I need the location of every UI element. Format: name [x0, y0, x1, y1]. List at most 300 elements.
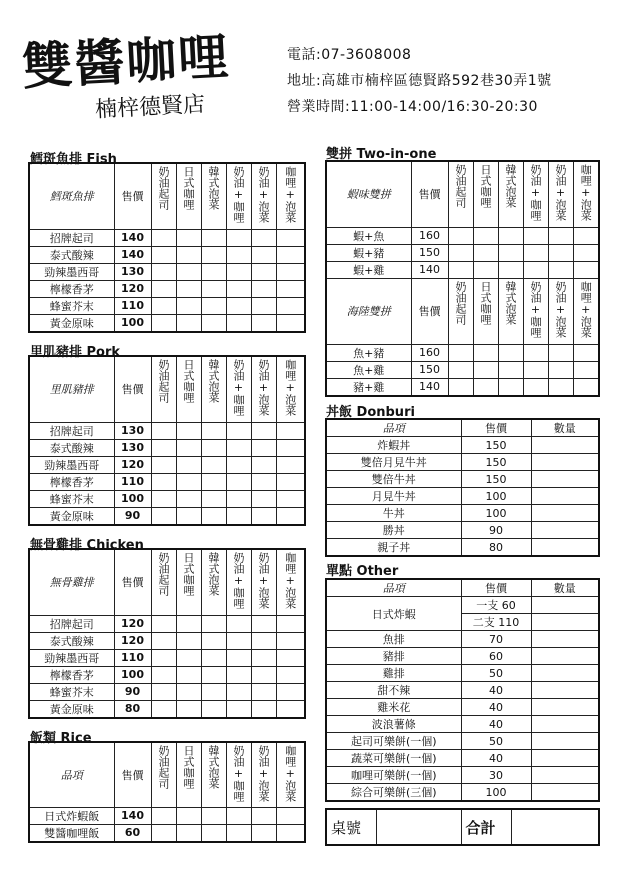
order-checkbox-cell[interactable] — [226, 439, 251, 456]
order-checkbox-cell[interactable] — [498, 244, 523, 261]
table-row — [326, 437, 599, 454]
order-checkbox-cell[interactable] — [251, 649, 276, 666]
column-header-item: 里肌豬排 — [29, 356, 114, 422]
order-checkbox-cell[interactable] — [226, 490, 251, 507]
quantity-cell[interactable] — [531, 648, 599, 665]
quantity-cell[interactable] — [531, 522, 599, 539]
item-price: 40 — [461, 682, 531, 699]
order-checkbox-cell[interactable] — [276, 473, 305, 490]
donburi-section-title: 丼飯 Donburi — [326, 405, 415, 420]
order-footer-table — [325, 808, 600, 846]
table-row — [326, 665, 599, 682]
order-checkbox-cell[interactable] — [176, 439, 201, 456]
item-price: 130 — [114, 263, 151, 280]
column-header-item: 品項 — [326, 579, 461, 597]
sauce-label: 奶油起司 — [157, 552, 170, 596]
order-checkbox-cell[interactable] — [276, 507, 305, 525]
item-price: 150 — [461, 454, 531, 471]
order-checkbox-cell[interactable] — [176, 314, 201, 332]
sauce-label: 韓式泡菜 — [207, 552, 220, 596]
item-name: 炸蝦丼 — [326, 437, 461, 454]
item-price: 110 — [114, 473, 151, 490]
order-checkbox-cell[interactable] — [276, 632, 305, 649]
order-checkbox-cell[interactable] — [548, 344, 573, 361]
item-price: 120 — [114, 632, 151, 649]
quantity-cell[interactable] — [531, 539, 599, 557]
pork-section-title: 里肌豬排 Pork — [30, 345, 121, 360]
order-checkbox-cell[interactable] — [176, 473, 201, 490]
order-checkbox-cell[interactable] — [573, 261, 599, 278]
table-row — [326, 361, 599, 378]
order-checkbox-cell[interactable] — [473, 361, 498, 378]
fish-section-title: 鱈斑魚排 Fish — [30, 152, 117, 167]
quantity-cell[interactable] — [531, 597, 599, 614]
order-checkbox-cell[interactable] — [448, 344, 473, 361]
quantity-cell[interactable] — [531, 682, 599, 699]
quantity-cell[interactable] — [531, 767, 599, 784]
quantity-cell[interactable] — [531, 750, 599, 767]
table-row — [29, 490, 305, 507]
column-header-sauce — [276, 549, 305, 615]
order-checkbox-cell[interactable] — [176, 683, 201, 700]
order-checkbox-cell[interactable] — [473, 378, 498, 396]
order-checkbox-cell[interactable] — [226, 683, 251, 700]
order-checkbox-cell[interactable] — [498, 344, 523, 361]
order-checkbox-cell[interactable] — [251, 422, 276, 439]
order-checkbox-cell[interactable] — [226, 632, 251, 649]
order-checkbox-cell[interactable] — [176, 280, 201, 297]
order-checkbox-cell[interactable] — [176, 649, 201, 666]
table-row — [29, 280, 305, 297]
item-price: 140 — [114, 229, 151, 246]
order-checkbox-cell[interactable] — [226, 263, 251, 280]
order-checkbox-cell[interactable] — [176, 490, 201, 507]
order-checkbox-cell[interactable] — [251, 700, 276, 718]
order-checkbox-cell[interactable] — [473, 244, 498, 261]
sauce-label: 奶油起司 — [454, 164, 467, 208]
order-checkbox-cell[interactable] — [201, 824, 226, 842]
order-checkbox-cell[interactable] — [201, 297, 226, 314]
column-header-sauce — [498, 161, 523, 227]
item-name: 起司可樂餅(一個) — [326, 733, 461, 750]
order-checkbox-cell[interactable] — [151, 632, 176, 649]
order-checkbox-cell[interactable] — [201, 615, 226, 632]
order-checkbox-cell[interactable] — [176, 422, 201, 439]
order-checkbox-cell[interactable] — [473, 344, 498, 361]
order-checkbox-cell[interactable] — [201, 507, 226, 525]
order-checkbox-cell[interactable] — [201, 666, 226, 683]
column-header-sauce — [573, 161, 599, 227]
order-checkbox-cell[interactable] — [548, 244, 573, 261]
order-checkbox-cell[interactable] — [473, 261, 498, 278]
order-checkbox-cell[interactable] — [201, 473, 226, 490]
order-checkbox-cell[interactable] — [201, 314, 226, 332]
order-checkbox-cell[interactable] — [151, 263, 176, 280]
column-header-sauce — [201, 356, 226, 422]
sauce-label: 韓式泡菜 — [504, 164, 517, 208]
item-name: 泰式酸辣 — [29, 246, 114, 263]
table-row — [326, 631, 599, 648]
item-name: 甜不辣 — [326, 682, 461, 699]
item-price: 30 — [461, 767, 531, 784]
order-checkbox-cell[interactable] — [251, 314, 276, 332]
order-checkbox-cell[interactable] — [548, 261, 573, 278]
column-header-item: 海陸雙拼 — [326, 278, 411, 344]
table-row — [326, 699, 599, 716]
column-header-price: 售價 — [461, 419, 531, 437]
order-checkbox-cell[interactable] — [176, 824, 201, 842]
order-checkbox-cell[interactable] — [201, 439, 226, 456]
order-checkbox-cell[interactable] — [276, 824, 305, 842]
item-name: 蝦+雞 — [326, 261, 411, 278]
order-checkbox-cell[interactable] — [176, 807, 201, 824]
quantity-cell[interactable] — [531, 454, 599, 471]
column-header-sauce — [151, 163, 176, 229]
item-price: 100 — [461, 488, 531, 505]
order-checkbox-cell[interactable] — [151, 280, 176, 297]
order-checkbox-cell[interactable] — [226, 297, 251, 314]
column-header-sauce — [151, 549, 176, 615]
order-checkbox-cell[interactable] — [201, 456, 226, 473]
order-checkbox-cell[interactable] — [176, 297, 201, 314]
sauce-label: 奶油+咖哩 — [529, 280, 542, 338]
item-price: 40 — [461, 716, 531, 733]
order-checkbox-cell[interactable] — [151, 422, 176, 439]
sauce-label: 韓式泡菜 — [207, 745, 220, 789]
logo: 雙醬咖哩 — [20, 27, 232, 97]
order-checkbox-cell[interactable] — [473, 227, 498, 244]
item-name: 勁辣墨西哥 — [29, 649, 114, 666]
item-name: 勁辣墨西哥 — [29, 263, 114, 280]
order-checkbox-cell[interactable] — [151, 246, 176, 263]
order-checkbox-cell[interactable] — [448, 244, 473, 261]
order-checkbox-cell[interactable] — [251, 507, 276, 525]
order-checkbox-cell[interactable] — [226, 280, 251, 297]
quantity-cell[interactable] — [531, 488, 599, 505]
order-checkbox-cell[interactable] — [151, 700, 176, 718]
order-checkbox-cell[interactable] — [201, 683, 226, 700]
order-checkbox-cell[interactable] — [276, 456, 305, 473]
column-header-sauce — [226, 549, 251, 615]
order-checkbox-cell[interactable] — [251, 632, 276, 649]
sauce-label: 奶油+咖哩 — [232, 359, 245, 416]
order-checkbox-cell[interactable] — [151, 683, 176, 700]
order-checkbox-cell[interactable] — [226, 422, 251, 439]
header-row — [326, 419, 599, 437]
table-row — [326, 750, 599, 767]
order-checkbox-cell[interactable] — [448, 261, 473, 278]
order-checkbox-cell[interactable] — [151, 490, 176, 507]
order-checkbox-cell[interactable] — [226, 456, 251, 473]
item-price: 150 — [461, 471, 531, 488]
order-checkbox-cell[interactable] — [548, 227, 573, 244]
item-price: 80 — [114, 700, 151, 718]
item-name: 咖哩可樂餅(一個) — [326, 767, 461, 784]
order-checkbox-cell[interactable] — [151, 473, 176, 490]
order-checkbox-cell[interactable] — [523, 261, 548, 278]
item-name: 檸檬香茅 — [29, 666, 114, 683]
item-name: 蔬菜可樂餅(一個) — [326, 750, 461, 767]
order-checkbox-cell[interactable] — [251, 824, 276, 842]
quantity-cell[interactable] — [531, 614, 599, 631]
item-price: 60 — [114, 824, 151, 842]
order-checkbox-cell[interactable] — [201, 263, 226, 280]
table-row — [326, 539, 599, 557]
order-checkbox-cell[interactable] — [151, 824, 176, 842]
column-header-price: 售價 — [411, 161, 448, 227]
column-header-sauce — [151, 356, 176, 422]
order-checkbox-cell[interactable] — [251, 456, 276, 473]
order-checkbox-cell[interactable] — [151, 666, 176, 683]
sauce-label: 奶油起司 — [157, 359, 170, 403]
order-checkbox-cell[interactable] — [276, 246, 305, 263]
item-name: 波浪薯條 — [326, 716, 461, 733]
column-header-sauce — [201, 742, 226, 807]
column-header-sauce — [573, 278, 599, 344]
item-price: 90 — [114, 683, 151, 700]
order-checkbox-cell[interactable] — [176, 632, 201, 649]
sauce-label: 奶油+泡菜 — [554, 164, 567, 221]
item-name: 蜂蜜芥末 — [29, 683, 114, 700]
order-checkbox-cell[interactable] — [251, 807, 276, 824]
branch-name: 楠梓德賢店 — [94, 92, 206, 123]
order-checkbox-cell[interactable] — [201, 246, 226, 263]
order-checkbox-cell[interactable] — [226, 507, 251, 525]
column-header-sauce — [473, 278, 498, 344]
sauce-label: 奶油起司 — [157, 166, 170, 210]
item-price: 140 — [411, 261, 448, 278]
order-checkbox-cell[interactable] — [573, 344, 599, 361]
order-checkbox-cell[interactable] — [176, 615, 201, 632]
order-checkbox-cell[interactable] — [498, 361, 523, 378]
order-checkbox-cell[interactable] — [276, 297, 305, 314]
twoinone-section-title: 雙拼 Two-in-one — [326, 147, 437, 162]
order-checkbox-cell[interactable] — [251, 439, 276, 456]
order-checkbox-cell[interactable] — [448, 227, 473, 244]
twoinone-table — [325, 160, 600, 397]
order-checkbox-cell[interactable] — [176, 666, 201, 683]
order-checkbox-cell[interactable] — [276, 666, 305, 683]
order-checkbox-cell[interactable] — [176, 700, 201, 718]
other-table — [325, 578, 600, 802]
pork-table — [28, 355, 306, 526]
table-row — [326, 488, 599, 505]
column-header-sauce — [276, 356, 305, 422]
item-name: 蜂蜜芥末 — [29, 297, 114, 314]
order-checkbox-cell[interactable] — [201, 490, 226, 507]
quantity-cell[interactable] — [531, 733, 599, 750]
column-header-sauce — [201, 549, 226, 615]
item-price: 140 — [114, 246, 151, 263]
table-row — [326, 471, 599, 488]
order-checkbox-cell[interactable] — [151, 649, 176, 666]
order-checkbox-cell[interactable] — [226, 807, 251, 824]
order-checkbox-cell[interactable] — [151, 229, 176, 246]
item-price: 150 — [461, 437, 531, 454]
order-checkbox-cell[interactable] — [251, 297, 276, 314]
order-checkbox-cell[interactable] — [176, 229, 201, 246]
order-checkbox-cell[interactable] — [226, 314, 251, 332]
order-checkbox-cell[interactable] — [226, 700, 251, 718]
order-checkbox-cell[interactable] — [276, 439, 305, 456]
quantity-cell[interactable] — [531, 471, 599, 488]
quantity-cell[interactable] — [531, 437, 599, 454]
order-checkbox-cell[interactable] — [251, 490, 276, 507]
order-checkbox-cell[interactable] — [151, 439, 176, 456]
order-checkbox-cell[interactable] — [176, 246, 201, 263]
order-checkbox-cell[interactable] — [226, 615, 251, 632]
order-checkbox-cell[interactable] — [276, 700, 305, 718]
order-checkbox-cell[interactable] — [201, 632, 226, 649]
order-checkbox-cell[interactable] — [226, 229, 251, 246]
table-row — [29, 439, 305, 456]
order-checkbox-cell[interactable] — [498, 378, 523, 396]
sauce-label: 日式咖哩 — [479, 164, 492, 208]
order-checkbox-cell[interactable] — [276, 280, 305, 297]
order-checkbox-cell[interactable] — [201, 649, 226, 666]
item-price: 120 — [114, 456, 151, 473]
order-checkbox-cell[interactable] — [201, 700, 226, 718]
order-checkbox-cell[interactable] — [548, 378, 573, 396]
sauce-label: 奶油+咖哩 — [232, 166, 245, 223]
order-checkbox-cell[interactable] — [226, 666, 251, 683]
order-checkbox-cell[interactable] — [276, 490, 305, 507]
item-price: 一支 60 — [461, 597, 531, 614]
order-checkbox-cell[interactable] — [276, 807, 305, 824]
table-row — [29, 632, 305, 649]
rice-section-title: 飯類 Rice — [30, 731, 92, 746]
table-row — [29, 456, 305, 473]
order-checkbox-cell[interactable] — [151, 807, 176, 824]
column-header-price: 售價 — [114, 356, 151, 422]
column-header-sauce — [176, 549, 201, 615]
order-checkbox-cell[interactable] — [151, 456, 176, 473]
table-row — [29, 263, 305, 280]
table-row — [326, 261, 599, 278]
quantity-cell[interactable] — [531, 631, 599, 648]
order-checkbox-cell[interactable] — [276, 422, 305, 439]
order-checkbox-cell[interactable] — [573, 378, 599, 396]
order-checkbox-cell[interactable] — [276, 649, 305, 666]
column-header-price: 售價 — [114, 742, 151, 807]
order-checkbox-cell[interactable] — [498, 261, 523, 278]
other-section-title: 單點 Other — [326, 564, 399, 579]
sauce-label: 奶油+咖哩 — [529, 164, 542, 221]
order-checkbox-cell[interactable] — [276, 615, 305, 632]
order-checkbox-cell[interactable] — [226, 824, 251, 842]
item-price: 140 — [411, 378, 448, 396]
order-checkbox-cell[interactable] — [251, 280, 276, 297]
table-row — [326, 227, 599, 244]
quantity-cell[interactable] — [531, 665, 599, 682]
order-checkbox-cell[interactable] — [448, 378, 473, 396]
order-checkbox-cell[interactable] — [226, 473, 251, 490]
order-checkbox-cell[interactable] — [498, 227, 523, 244]
item-name: 雙醬咖哩飯 — [29, 824, 114, 842]
item-name: 豬排 — [326, 648, 461, 665]
quantity-cell[interactable] — [531, 505, 599, 522]
order-checkbox-cell[interactable] — [251, 263, 276, 280]
order-checkbox-cell[interactable] — [226, 649, 251, 666]
order-checkbox-cell[interactable] — [151, 314, 176, 332]
order-checkbox-cell[interactable] — [251, 229, 276, 246]
total-field[interactable] — [511, 809, 599, 845]
order-checkbox-cell[interactable] — [276, 314, 305, 332]
item-name: 勁辣墨西哥 — [29, 456, 114, 473]
order-checkbox-cell[interactable] — [251, 683, 276, 700]
order-checkbox-cell[interactable] — [201, 422, 226, 439]
sauce-label: 奶油起司 — [157, 745, 170, 789]
column-header-sauce — [448, 278, 473, 344]
order-checkbox-cell[interactable] — [176, 507, 201, 525]
order-checkbox-cell[interactable] — [176, 456, 201, 473]
table-row — [29, 683, 305, 700]
item-name: 蝦+魚 — [326, 227, 411, 244]
table-row — [326, 648, 599, 665]
order-checkbox-cell[interactable] — [276, 683, 305, 700]
order-checkbox-cell[interactable] — [276, 263, 305, 280]
sauce-label: 奶油+咖哩 — [232, 552, 245, 609]
order-checkbox-cell[interactable] — [176, 263, 201, 280]
table-row — [29, 422, 305, 439]
quantity-cell[interactable] — [531, 784, 599, 802]
order-checkbox-cell[interactable] — [276, 229, 305, 246]
order-checkbox-cell[interactable] — [573, 361, 599, 378]
order-checkbox-cell[interactable] — [251, 473, 276, 490]
item-name: 魚排 — [326, 631, 461, 648]
order-checkbox-cell[interactable] — [201, 807, 226, 824]
order-checkbox-cell[interactable] — [201, 280, 226, 297]
order-checkbox-cell[interactable] — [201, 229, 226, 246]
column-header-item: 鱈斑魚排 — [29, 163, 114, 229]
order-checkbox-cell[interactable] — [548, 361, 573, 378]
order-checkbox-cell[interactable] — [448, 361, 473, 378]
column-header-sauce — [548, 278, 573, 344]
order-checkbox-cell[interactable] — [523, 361, 548, 378]
order-checkbox-cell[interactable] — [251, 615, 276, 632]
order-checkbox-cell[interactable] — [251, 666, 276, 683]
column-header-sauce — [201, 163, 226, 229]
column-header-qty: 數量 — [531, 579, 599, 597]
order-checkbox-cell[interactable] — [523, 344, 548, 361]
sauce-label: 韓式泡菜 — [207, 166, 220, 210]
order-checkbox-cell[interactable] — [573, 227, 599, 244]
total-label: 合計 — [461, 809, 511, 845]
table-row — [29, 615, 305, 632]
order-checkbox-cell[interactable] — [226, 246, 251, 263]
table-number-field[interactable] — [376, 809, 461, 845]
order-checkbox-cell[interactable] — [151, 615, 176, 632]
sauce-label: 咖哩+泡菜 — [283, 552, 297, 609]
order-checkbox-cell[interactable] — [523, 378, 548, 396]
order-checkbox-cell[interactable] — [151, 507, 176, 525]
order-checkbox-cell[interactable] — [151, 297, 176, 314]
column-header-sauce — [251, 549, 276, 615]
item-price: 120 — [114, 280, 151, 297]
column-header-sauce — [448, 161, 473, 227]
quantity-cell[interactable] — [531, 699, 599, 716]
order-checkbox-cell[interactable] — [523, 244, 548, 261]
order-checkbox-cell[interactable] — [573, 244, 599, 261]
header-row — [326, 278, 599, 344]
item-name: 黃金原味 — [29, 507, 114, 525]
sauce-label: 奶油+咖哩 — [232, 745, 245, 802]
order-checkbox-cell[interactable] — [251, 246, 276, 263]
order-checkbox-cell[interactable] — [523, 227, 548, 244]
quantity-cell[interactable] — [531, 716, 599, 733]
table-row — [326, 244, 599, 261]
table-row — [326, 522, 599, 539]
